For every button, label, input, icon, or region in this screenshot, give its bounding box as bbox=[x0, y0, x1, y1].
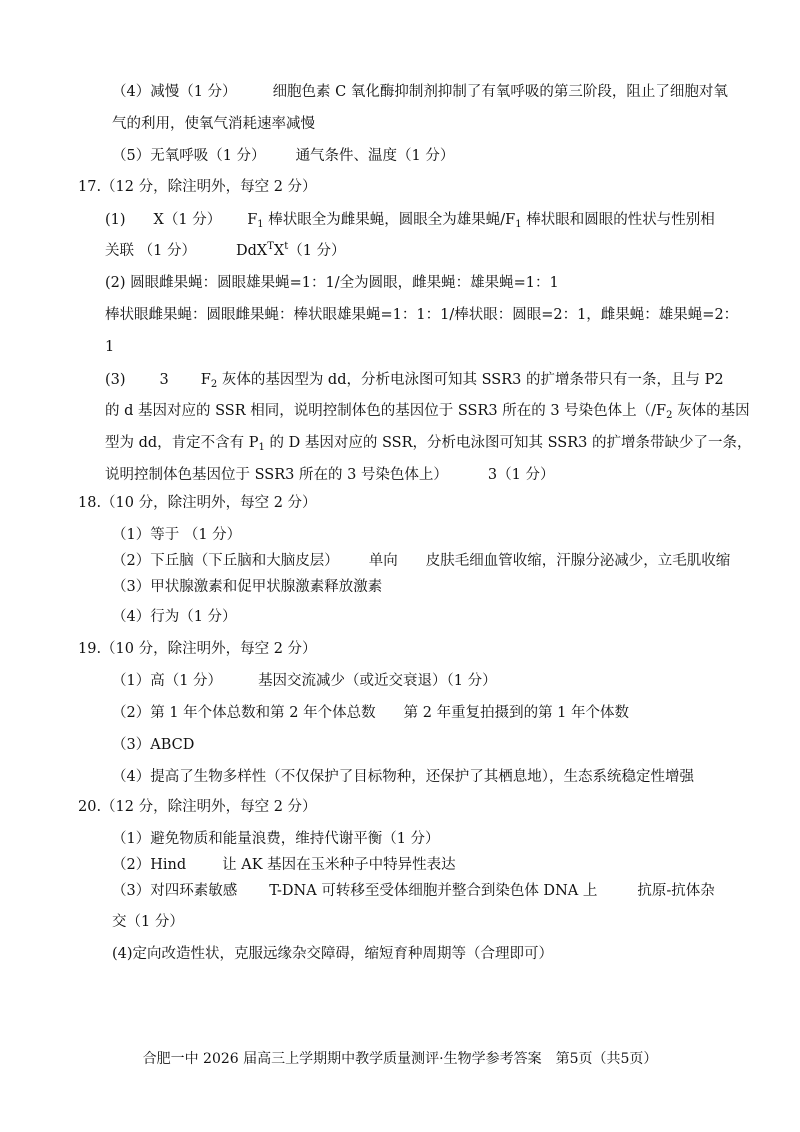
q19-item2-answer-a: （2）第 1 年个体总数和第 2 年个体总数 bbox=[112, 705, 376, 721]
q17-item1-genotype-mid: X bbox=[273, 243, 285, 259]
q19-item3: （3）ABCD bbox=[112, 737, 195, 753]
q18-item2-answer-b: 单向 bbox=[368, 553, 398, 569]
q18-item3: （3）甲状腺激素和促甲状腺激素释放激素 bbox=[112, 579, 383, 595]
q18-item1: （1）等于 （1 分） bbox=[112, 527, 242, 543]
page-footer: 合肥一中 2026 届高三上学期期中教学质量测评·生物学参考答案 第5页（共5页） bbox=[142, 1051, 658, 1067]
q16-item5-answer: （5）无氧呼吸（1 分） bbox=[112, 148, 266, 164]
q18-header: 18.（10 分，除注明外，每空 2 分） bbox=[78, 495, 317, 511]
q20-item2-answer-a: （2）Hind bbox=[112, 857, 187, 873]
q17-item3-f-sub2: 2 bbox=[666, 410, 673, 421]
q17-item1-genotype-score: （1 分） bbox=[288, 243, 346, 259]
q19-header: 19.（10 分，除注明外，每空 2 分） bbox=[78, 641, 317, 657]
q17-item3-text-d: 型为 dd，肯定不含有 P bbox=[105, 435, 259, 451]
q18-item2-answer-a: （2）下丘脑（下丘脑和大脑皮层） bbox=[112, 553, 339, 569]
q17-item2-line1: (2) 圆眼雌果蝇：圆眼雄果蝇=1：1/全为圆眼，雌果蝇：雄果蝇=1：1 bbox=[105, 275, 559, 291]
q17-item1-genotype-sup1: T bbox=[267, 241, 274, 252]
q17-item1-line1 bbox=[105, 210, 715, 230]
q17-item1-genotype-pre: DdX bbox=[235, 243, 268, 259]
q17-item3-line4 bbox=[105, 465, 554, 485]
q17-item3-text-c: 灰体的基因 bbox=[672, 403, 750, 419]
q16-item4-answer: （4）减慢（1 分） bbox=[112, 84, 237, 100]
q17-item3-text-a: 灰体的基因型为 dd，分析电泳图可知其 SSR3 的扩增条带只有一条，且与 P2 bbox=[217, 372, 724, 388]
q17-item3-f: F bbox=[200, 372, 211, 388]
q17-item1-text-b: 棒状眼和圆眼的性状与性别相 bbox=[521, 212, 715, 228]
q19-item2-answer-b: 第 2 年重复拍摄到的第 1 年个体数 bbox=[403, 705, 630, 721]
q18-item2-answer-c: 皮肤毛细血管收缩，汗腺分泌减少，立毛肌收缩 bbox=[425, 553, 731, 569]
q17-item1-f-sub: 1 bbox=[257, 219, 264, 230]
q19-item4: （4）提高了生物多样性（不仅保护了目标物种，还保护了其栖息地），生态系统稳定性增强 bbox=[112, 769, 694, 785]
q17-item3-f-sub: 2 bbox=[210, 379, 218, 390]
q17-item3-num: (3) bbox=[105, 372, 126, 388]
q17-item3-answer: 3 bbox=[159, 372, 169, 388]
q20-item3-answer-a: （3）对四环素敏感 bbox=[112, 883, 238, 899]
q17-item1-answer-x: X（1 分） bbox=[153, 212, 222, 228]
q20-item2-answer-b: 让 AK 基因在玉米种子中特异性表达 bbox=[222, 857, 456, 873]
q17-item3-answer2: 3（1 分） bbox=[487, 467, 555, 483]
q20-item4: (4)定向改造性状，克服远缘杂交障碍，缩短育种周期等（合理即可） bbox=[112, 946, 554, 962]
q17-item3-line2 bbox=[105, 401, 750, 421]
q20-item2 bbox=[112, 855, 456, 875]
q20-header: 20.（12 分，除注明外，每空 2 分） bbox=[78, 799, 317, 815]
q17-header: 17.（12 分，除注明外，每空 2 分） bbox=[78, 179, 317, 195]
q18-item4: （4）行为（1 分） bbox=[112, 609, 237, 625]
q17-item2-line2: 棒状眼雌果蝇：圆眼雌果蝇：棒状眼雄果蝇=1：1：1/棒状眼：圆眼=2：1，雌果蝇：雄果蝇=2： bbox=[105, 307, 739, 323]
q19-item2 bbox=[112, 703, 629, 723]
q20-item3-answer-b: T-DNA 可转移至受体细胞并整合到染色体 DNA 上 bbox=[269, 883, 598, 899]
q17-item3-text-b: 的 d 基因对应的 SSR 相同，说明控制体色的基因位于 SSR3 所在的 3 号染色体上（/F bbox=[105, 403, 667, 419]
q17-item1-text-a: 棒状眼全为雌果蝇，圆眼全为雄果蝇/F bbox=[263, 212, 516, 228]
q17-item1-line2 bbox=[105, 241, 346, 261]
q19-item1 bbox=[112, 671, 497, 691]
q16-item4-line1 bbox=[112, 82, 728, 102]
q17-item1-genotype-sup2: t bbox=[284, 241, 289, 252]
q17-item1-text-c: 关联 （1 分） bbox=[105, 243, 196, 259]
q16-item5-line bbox=[112, 146, 454, 166]
q19-item1-answer-a: （1）高（1 分） bbox=[112, 673, 223, 689]
q17-item1-f: F bbox=[247, 212, 258, 228]
q18-item2 bbox=[112, 551, 730, 571]
q17-item3-text-f: 说明控制体色基因位于 SSR3 所在的 3 号染色体上） bbox=[105, 467, 448, 483]
q17-item1-f-sub2: 1 bbox=[515, 219, 522, 230]
q20-item3-line2: 交（1 分） bbox=[112, 914, 184, 930]
q16-item4-line2: 气的利用，使氧气消耗速率减慢 bbox=[112, 116, 315, 132]
q17-item3-p-sub: 1 bbox=[258, 442, 265, 453]
q17-item3-line1 bbox=[105, 370, 724, 390]
q17-item2-line3: 1 bbox=[105, 339, 115, 355]
q17-item3-line3 bbox=[105, 433, 751, 453]
q19-item1-answer-b: 基因交流减少（或近交衰退）（1 分） bbox=[258, 673, 497, 689]
q16-item4-explanation: 细胞色素 C 氧化酶抑制剂抑制了有氧呼吸的第三阶段，阻止了细胞对氧 bbox=[272, 84, 728, 100]
q20-item1: （1）避免物质和能量浪费，维持代谢平衡（1 分） bbox=[112, 831, 440, 847]
q16-item5-factors: 通气条件、温度（1 分） bbox=[295, 148, 455, 164]
q20-item3-line1 bbox=[112, 881, 715, 901]
q20-item3-answer-c: 抗原-抗体杂 bbox=[637, 883, 715, 899]
q17-item1-num: (1) bbox=[105, 212, 126, 228]
q17-item3-text-e: 的 D 基因对应的 SSR，分析电泳图可知其 SSR3 的扩增条带缺少了一条， bbox=[264, 435, 752, 451]
